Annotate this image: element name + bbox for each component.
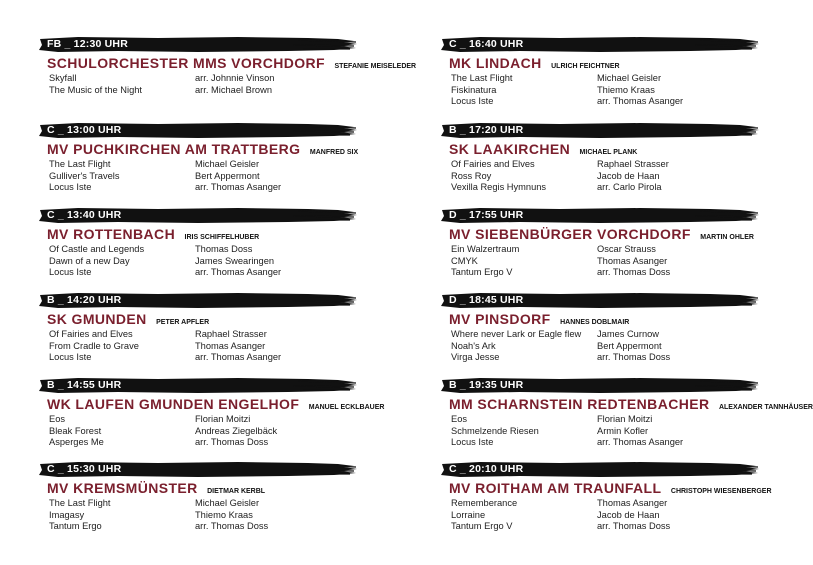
piece-composer: Thiemo Kraas [597, 84, 655, 95]
piece-composer: Thomas Asanger [597, 498, 668, 508]
time-slot: B _ 14:55 UHR [47, 379, 122, 391]
piece-row [451, 267, 791, 279]
piece-title: Noah's Ark [451, 340, 496, 351]
piece-list [451, 159, 791, 194]
piece-list [49, 414, 389, 449]
band-name: MV KREMSMÜNSTER [47, 480, 198, 496]
conductor-name: MARTIN OHLER [700, 234, 754, 241]
piece-title: Tantum Ergo V [451, 267, 513, 277]
piece-title: Bleak Forest [49, 425, 102, 436]
piece-composer: Jacob de Haan [597, 170, 660, 181]
piece-title: Gulliver's Travels [49, 170, 120, 181]
schedule-block [38, 122, 398, 202]
piece-row [451, 182, 791, 194]
piece-list [451, 498, 791, 533]
piece-row [49, 352, 389, 364]
piece-row [451, 96, 791, 108]
piece-composer: Michael Geisler [195, 498, 260, 508]
piece-list [451, 244, 791, 279]
piece-list [451, 73, 791, 108]
piece-row [451, 498, 791, 510]
piece-row [451, 414, 791, 426]
piece-composer: arr. Thomas Asanger [195, 267, 282, 277]
schedule-block [38, 207, 398, 287]
band-name: MV PINSDORF [449, 311, 551, 327]
piece-row [49, 329, 389, 341]
piece-title: Locus Iste [49, 182, 92, 192]
piece-composer: Thiemo Kraas [195, 509, 253, 520]
piece-composer: arr. Thomas Doss [597, 267, 671, 277]
piece-composer: arr. Thomas Doss [597, 352, 671, 362]
conductor-name: DIETMAR KERBL [207, 488, 266, 495]
piece-row [49, 426, 389, 438]
piece-title: Rememberance [451, 498, 518, 508]
piece-title: Of Fairies and Elves [49, 329, 133, 339]
piece-row [49, 498, 389, 510]
piece-title: Locus Iste [49, 352, 92, 362]
piece-composer: Armin Kofler [597, 425, 649, 436]
piece-list [451, 414, 791, 449]
piece-title: Ein Walzertraum [451, 244, 520, 254]
piece-composer: Michael Geisler [195, 159, 260, 169]
time-slot: C _ 20:10 UHR [449, 463, 524, 475]
time-slot: FB _ 12:30 UHR [47, 38, 128, 50]
piece-title: From Cradle to Grave [49, 340, 139, 351]
piece-composer: Oscar Strauss [597, 244, 656, 254]
piece-composer: James Curnow [597, 329, 660, 339]
piece-composer: arr. Thomas Doss [195, 521, 269, 531]
piece-composer: arr. Thomas Asanger [195, 182, 282, 192]
piece-composer: Florian Moitzi [195, 414, 251, 424]
piece-composer: James Swearingen [195, 255, 275, 266]
piece-row [49, 414, 389, 426]
brush-stroke-header [38, 461, 358, 478]
piece-title: The Last Flight [49, 498, 111, 508]
piece-row [451, 256, 791, 268]
schedule-block [440, 36, 800, 116]
brush-stroke-header [440, 207, 760, 224]
conductor-name: ALEXANDER TANNHÄUSER [718, 404, 813, 411]
schedule-block [38, 461, 398, 541]
piece-title: Ross Roy [451, 170, 492, 181]
piece-row [451, 426, 791, 438]
conductor-name: CHRISTOPH WIESENBERGER [670, 488, 772, 495]
piece-row [451, 352, 791, 364]
band-name: MV SIEBENBÜRGER VORCHDORF [449, 226, 691, 242]
brush-stroke-header [38, 122, 358, 139]
conductor-name: HANNES DOBLMAIR [560, 319, 630, 326]
piece-title: The Last Flight [451, 73, 513, 83]
piece-row [451, 329, 791, 341]
piece-title: Asperges Me [49, 437, 104, 447]
piece-row [451, 73, 791, 85]
piece-composer: arr. Thomas Asanger [597, 96, 684, 106]
piece-title: Fiskinatura [451, 84, 497, 95]
piece-title: Imagasy [49, 509, 85, 520]
time-slot: D _ 18:45 UHR [449, 294, 524, 306]
schedule-block [440, 377, 813, 457]
piece-composer: Thomas Asanger [597, 255, 668, 266]
conductor-name: IRIS SCHIFFELHUBER [184, 234, 260, 241]
conductor-name: ULRICH FEICHTNER [551, 63, 620, 70]
schedule-block [38, 377, 398, 457]
piece-row [49, 73, 389, 85]
piece-row [451, 159, 791, 171]
time-slot: D _ 17:55 UHR [449, 209, 524, 221]
band-name: MK LINDACH [449, 55, 542, 71]
conductor-name: PETER APFLER [156, 319, 210, 326]
time-slot: B _ 19:35 UHR [449, 379, 524, 391]
piece-title: Tantum Ergo [49, 521, 102, 531]
piece-row [49, 521, 389, 533]
conductor-name: MANFRED SIX [309, 149, 359, 156]
band-name: SK LAAKIRCHEN [449, 141, 571, 157]
piece-row [49, 341, 389, 353]
piece-title: Skyfall [49, 73, 77, 83]
time-slot: C _ 13:00 UHR [47, 124, 122, 136]
piece-title: Of Fairies and Elves [451, 159, 535, 169]
schedule-block [440, 207, 800, 287]
band-name: MV ROTTENBACH [47, 226, 176, 242]
piece-composer: arr. Michael Brown [195, 84, 272, 95]
piece-composer: Thomas Doss [195, 244, 253, 254]
brush-stroke-header [440, 292, 760, 309]
band-name: WK LAUFEN GMUNDEN ENGELHOF [47, 396, 300, 412]
piece-row [49, 244, 389, 256]
schedule-block [440, 292, 800, 372]
band-name: SCHULORCHESTER MMS VORCHDORF [47, 55, 325, 71]
piece-row [49, 437, 389, 449]
piece-list [49, 159, 389, 194]
band-name: MM SCHARNSTEIN REDTENBACHER [449, 396, 710, 412]
piece-title: The Music of the Night [49, 84, 143, 95]
piece-composer: Raphael Strasser [195, 329, 267, 339]
piece-composer: Michael Geisler [597, 73, 662, 83]
piece-title: Eos [49, 414, 66, 424]
piece-composer: Jacob de Haan [597, 509, 660, 520]
piece-composer: arr. Thomas Doss [597, 521, 671, 531]
band-name: SK GMUNDEN [47, 311, 147, 327]
piece-row [451, 510, 791, 522]
piece-composer: arr. Carlo Pirola [597, 182, 662, 192]
brush-stroke-header [38, 292, 358, 309]
piece-row [451, 437, 791, 449]
schedule-block [440, 122, 800, 202]
piece-composer: arr. Thomas Doss [195, 437, 269, 447]
piece-composer: Florian Moitzi [597, 414, 653, 424]
conductor-name: STEFANIE MEISELEDER [334, 63, 417, 70]
piece-title: Where never Lark or Eagle flew [451, 329, 582, 339]
piece-list [49, 73, 389, 96]
piece-row [451, 171, 791, 183]
piece-composer: arr. Thomas Asanger [597, 437, 684, 447]
piece-title: Locus Iste [451, 96, 494, 106]
piece-row [49, 171, 389, 183]
piece-composer: Andreas Ziegelbäck [195, 425, 278, 436]
piece-title: Of Castle and Legends [49, 244, 145, 254]
schedule-block [38, 36, 417, 116]
conductor-name: MICHAEL PLANK [579, 149, 638, 156]
schedule-block [38, 292, 398, 372]
piece-composer: Thomas Asanger [195, 340, 266, 351]
piece-row [49, 256, 389, 268]
band-name: MV ROITHAM AM TRAUNFALL [449, 480, 662, 496]
piece-title: Lorraine [451, 509, 486, 520]
piece-list [451, 329, 791, 364]
piece-row [451, 341, 791, 353]
conductor-name: MANUEL ECKLBAUER [308, 404, 385, 411]
piece-composer: arr. Johnnie Vinson [195, 73, 275, 83]
time-slot: B _ 14:20 UHR [47, 294, 122, 306]
piece-title: The Last Flight [49, 159, 111, 169]
brush-stroke-header [440, 377, 760, 394]
piece-row [49, 85, 389, 97]
time-slot: C _ 16:40 UHR [449, 38, 524, 50]
piece-row [49, 159, 389, 171]
brush-stroke-header [440, 36, 760, 53]
piece-composer: arr. Thomas Asanger [195, 352, 282, 362]
piece-title: Tantum Ergo V [451, 521, 513, 531]
brush-stroke-header [440, 122, 760, 139]
piece-title: Locus Iste [49, 267, 92, 277]
piece-title: Dawn of a new Day [49, 255, 130, 266]
piece-title: Vexilla Regis Hymnuns [451, 182, 547, 192]
piece-title: CMYK [451, 255, 478, 266]
brush-stroke-header [38, 36, 358, 53]
piece-row [49, 510, 389, 522]
piece-composer: Bert Appermont [597, 340, 662, 351]
piece-row [451, 521, 791, 533]
brush-stroke-header [440, 461, 760, 478]
piece-title: Eos [451, 414, 468, 424]
time-slot: B _ 17:20 UHR [449, 124, 524, 136]
piece-list [49, 498, 389, 533]
piece-row [451, 244, 791, 256]
piece-composer: Raphael Strasser [597, 159, 669, 169]
piece-row [451, 85, 791, 97]
piece-title: Locus Iste [451, 437, 494, 447]
time-slot: C _ 15:30 UHR [47, 463, 122, 475]
piece-list [49, 244, 389, 279]
piece-title: Schmelzende Riesen [451, 425, 539, 436]
piece-row [49, 182, 389, 194]
piece-composer: Bert Appermont [195, 170, 260, 181]
piece-list [49, 329, 389, 364]
time-slot: C _ 13:40 UHR [47, 209, 122, 221]
band-name: MV PUCHKIRCHEN AM TRATTBERG [47, 141, 301, 157]
brush-stroke-header [38, 207, 358, 224]
schedule-block [440, 461, 800, 541]
brush-stroke-header [38, 377, 358, 394]
piece-title: Virga Jesse [451, 352, 500, 362]
piece-row [49, 267, 389, 279]
